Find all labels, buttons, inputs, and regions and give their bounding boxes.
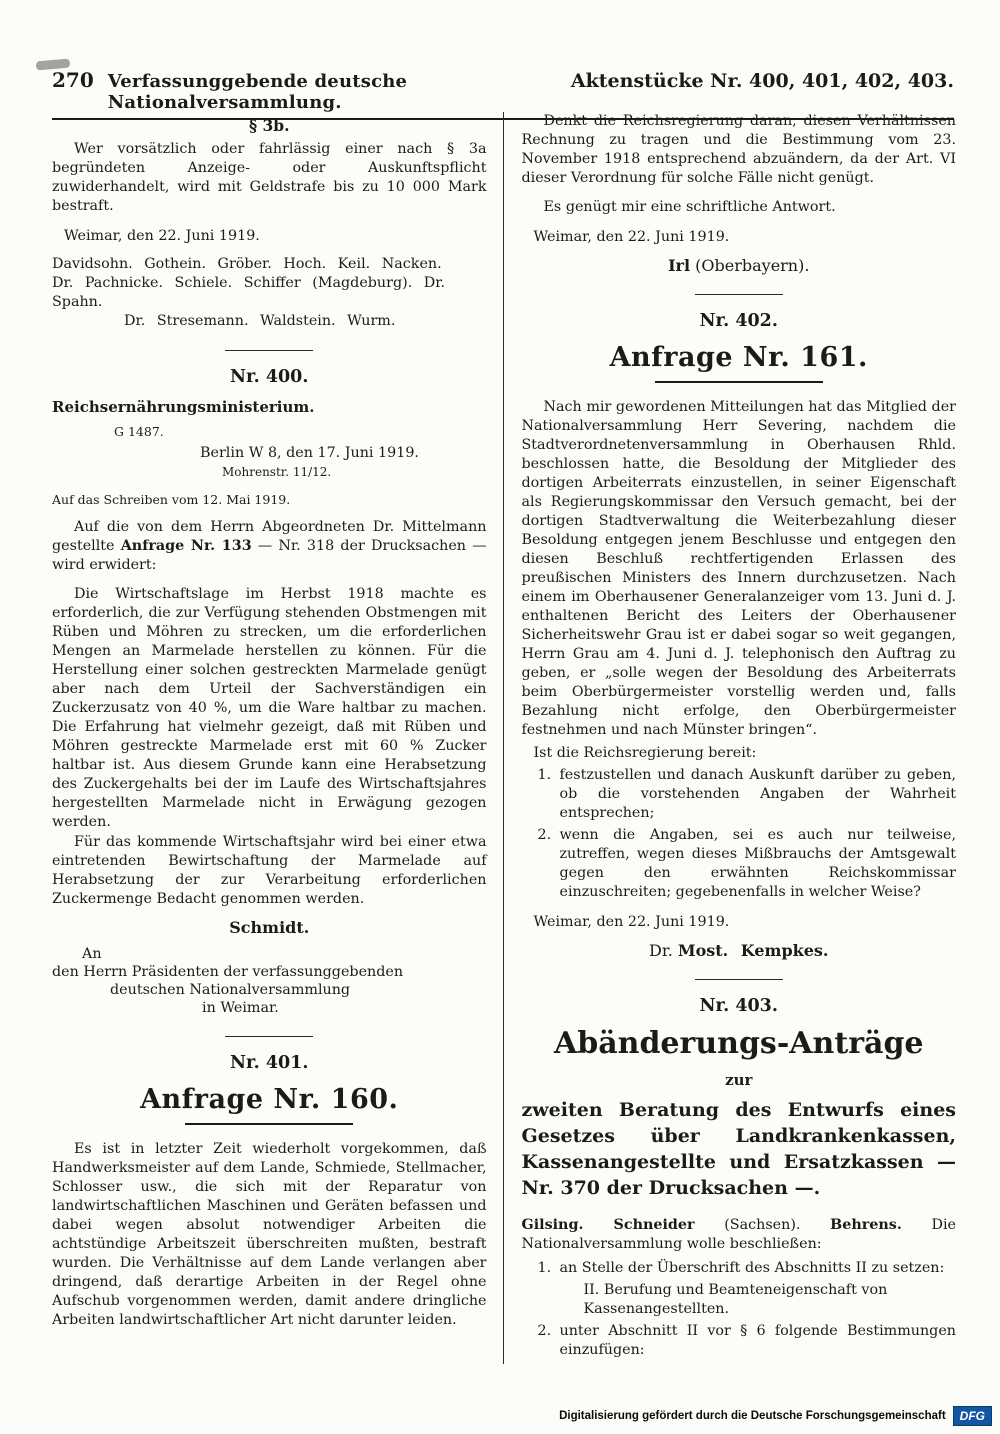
nr402-signature-prefix: Dr.: [648, 941, 678, 960]
section-divider: [695, 294, 783, 295]
nr400-p1-bold-reference: Anfrage Nr. 133: [120, 538, 252, 554]
nr401-signature: [522, 256, 957, 275]
nr403-subtitle: zweiten Beratung des Entwurfs eines Gesetzes über Landkrankenkassen, Kassenangestellte und Ersatzkassen — Nr. 370 der Drucksachen —.: [521, 1099, 956, 1199]
section-3b-dateline: Weimar, den 22. Juni 1919.: [64, 228, 260, 244]
nr403-proposers-line: [522, 1216, 957, 1254]
section-divider: [225, 1036, 313, 1037]
nr403-heading: Nr. 403.: [699, 996, 778, 1016]
nr400-subject-line: Auf das Schreiben vom 12. Mai 1919.: [52, 492, 291, 507]
nr401-continuation-paragraph: Denkt die Reichsregierung daran, diesen Verhältnissen Rechnung zu tragen und die Bestimmung vom 23. November 1918 entsprechend abzuändern, da der Art. VI dieser Verordnung für solche Fälle nicht genügt.: [521, 113, 956, 186]
nr400-street-address: Mohrenstr. 11/12.: [222, 465, 332, 479]
nr401-dateline: Weimar, den 22. Juni 1919.: [533, 229, 730, 245]
nr401-paragraph-1: Es ist in letzter Zeit wiederholt vorgekommen, daß Handwerksmeister auf dem Lande, Schmiede, Stellmacher, Schlosser usw., die sich mit der Reparatur von landwirtschaftlichen Maschinen und Geräten befassen und dabei wegen absolut notwendiger Arbeiten die achtstündige Arbeitszeit überschreiten mußten, bestraft wurden. Die Verhältnisse auf dem Lande verlangen aber dringend, daß derartige Arbeiten in der Regel ohne Aufschub vorgenommen werden, damit andere dringliche Arbeiten landwirtschaftlicher Art nicht darunter leiden.: [52, 1141, 487, 1328]
nr401-title: Anfrage Nr. 160.: [140, 1084, 399, 1115]
list-number: 1.: [537, 1260, 552, 1276]
nr402-heading: Nr. 402.: [699, 311, 778, 331]
nr400-p1-text-c: — Nr. 318 der Drucksachen — wird erwidert:: [52, 538, 487, 573]
nr403-proposer-names: Gilsing. Schneider: [521, 1217, 695, 1233]
nr400-signature: Schmidt.: [229, 918, 310, 937]
nr402-signatures: [522, 941, 957, 960]
section-3b-body: Wer vorsätzlich oder fahrlässig einer nach § 3a begründeten Anzeige- oder Auskunftspflicht zuwiderhandelt, wird mit Geldstrafe bis zu 10 000 Mark bestraft.: [52, 141, 487, 214]
list-number: 2.: [537, 1323, 552, 1339]
nr402-question-item: [538, 766, 957, 823]
title-underline: [185, 1123, 353, 1125]
nr402-question-intro: Ist die Reichsregierung bereit:: [533, 745, 757, 761]
nr402-paragraph-1: Nach mir gewordenen Mitteilungen hat das Mitglied der Nationalversammlung Herr Severing, nachdem die Stadtverordnetenversammlung in Oberhausen Rhld. beschlossen hatte, die Besoldung der Mitglieder des dortigen Arbeiterrats einzustellen, in seiner Eigenschaft als Regierungskommissar den Versuch gemacht, bei der dortigen Stadtverwaltung die Weiterbezahlung dieser Besoldung entgegen jenem Beschlusse und entgegen den diesen Beschluß rechtfertigenden Erlassen des preußischen Ministers des Innern durchzusetzen. Nach einem im Oberhausener Generalanzeiger vom 13. Juni d. J. enthaltenen Bericht des Leiters der Oberhausener Sicherheitswehr Grau ist er dabei sogar so weit gegangen, Herrn Grau am 4. Juni d. J. telephonisch den Auftrag zu geben, er „solle wegen der Besoldung des Arbeiterrats beim Oberbürgermeister vorstellig werden und, falls Bezahlung nicht erfolge, den Oberbürgermeister festnehmen und nach Münster bringen“.: [521, 399, 956, 738]
nr400-paragraph-2: Die Wirtschaftslage im Herbst 1918 machte es erforderlich, die zur Verfügung stehenden Obstmengen mit Rüben und Möhren zu strecken, um die erforderlichen Mengen an Marmelade herstellen zu können. Für die Herstellung einer solchen gestreckten Marmelade genügt aber nach dem Urteil der Sachverständigen ein Zuckerzusatz von 40 %, um die Ware haltbar zu machen. Die Erfahrung hat vielmehr gezeigt, daß mit Rüben und Möhren gestreckte Marmelade erst mit 60 % Zucker haltbar ist. Aus diesem Grunde kann eine Herabsetzung des Zuckergehalts bei der im Laufe des Wirtschaftsjahres hergestellten Marmelade nicht in Erwägung gezogen werden.: [52, 586, 487, 830]
nr402-signature-names: Most. Kempkes.: [677, 941, 829, 960]
list-number: 2.: [537, 827, 552, 843]
nr403-subtitle-zur: zur: [725, 1071, 753, 1089]
nr401-signature-region: (Oberbayern).: [690, 256, 810, 275]
section-divider: [225, 350, 313, 351]
nr400-address-line: in Weimar.: [202, 1000, 279, 1016]
nr403-amendment-item: [538, 1259, 957, 1278]
nr403-amendment-item: [538, 1322, 957, 1360]
list-text: an Stelle der Überschrift des Abschnitts II zu setzen:: [559, 1260, 945, 1276]
nr400-paragraph-1: [52, 518, 487, 575]
nr401-signature-name: Irl: [668, 256, 691, 275]
nr401-heading: Nr. 401.: [230, 1053, 309, 1073]
list-number: 1.: [537, 767, 552, 783]
left-column: [52, 112, 504, 1364]
nr401-answer-note: Es genügt mir eine schriftliche Antwort.: [543, 199, 836, 215]
nr403-proposer-region: (Sachsen).: [694, 1217, 831, 1233]
nr402-question-item: [538, 826, 957, 902]
page-number: 270: [52, 68, 94, 92]
nr400-ministry: Reichsernährungsministerium.: [52, 398, 315, 416]
list-text: unter Abschnitt II vor § 6 folgende Bestimmungen einzufügen:: [559, 1323, 956, 1358]
digitization-credit-text: Digitalisierung gefördert durch die Deutsche Forschungsgemeinschaft: [559, 1410, 946, 1422]
digitization-footer: [559, 1406, 992, 1426]
nr400-address-line: den Herrn Präsidenten der verfassunggebenden: [52, 964, 404, 980]
nr400-reference-number: G 1487.: [114, 424, 164, 439]
section-divider: [695, 979, 783, 980]
nr402-dateline: Weimar, den 22. Juni 1919.: [533, 914, 730, 930]
header-title: Verfassunggebende deutsche Nationalversammlung.: [107, 71, 408, 113]
list-text: wenn die Angaben, sei es auch nur teilweise, zutreffen, wegen dieses Mißbrauchs der Amtsgewalt gegen den erwähnten Reichskommissar einzuschreiten; gegebenenfalls in welcher Weise?: [559, 827, 956, 900]
nr403-resolution-text: Die Nationalversammlung wolle beschließen:: [521, 1217, 956, 1252]
nr400-heading: Nr. 400.: [230, 367, 309, 387]
nr402-title: Anfrage Nr. 161.: [609, 342, 868, 373]
nr403-title: Abänderungs-Anträge: [553, 1026, 924, 1061]
nr400-address-line: An: [82, 946, 102, 962]
two-column-body: [52, 112, 956, 1364]
nr400-address-line: deutschen Nationalversammlung: [110, 982, 351, 998]
dfg-logo: DFG: [953, 1406, 992, 1426]
nr400-paragraph-3: Für das kommende Wirtschaftsjahr wird bei einer etwa eintretenden Bewirtschaftung der Marmelade auf Herabsetzung der zur Verarbeitung erforderlichen Zuckermenge Bedacht genommen werden.: [52, 834, 487, 907]
nr400-place-date: Berlin W 8, den 17. Juni 1919.: [200, 445, 419, 461]
list-text: festzustellen und danach Auskunft darüber zu geben, ob die vorstehenden Angaben der Wahrheit entsprechen;: [559, 767, 956, 821]
signature-line: Dr. Pachnicke. Schiele. Schiffer (Magdeburg). Dr. Spahn.: [52, 275, 446, 310]
title-underline: [655, 381, 823, 383]
nr403-proposer-name: Behrens.: [830, 1217, 902, 1233]
header-doc-numbers: Aktenstücke Nr. 400, 401, 402, 403.: [570, 70, 954, 92]
section-3b-heading: § 3b.: [248, 116, 290, 135]
right-column: [504, 112, 957, 1364]
signature-line: Dr. Stresemann. Waldstein. Wurm.: [124, 313, 396, 329]
signature-line: Davidsohn. Gothein. Gröber. Hoch. Keil. Nacken.: [52, 256, 442, 272]
nr403-amendment-subline: II. Berufung und Beamteneigenschaft von Kassenangestellten.: [583, 1282, 888, 1317]
nr400-p1-text-a: Auf die von dem Herrn Abgeordneten Dr. Mittelmann gestellte: [52, 519, 487, 554]
